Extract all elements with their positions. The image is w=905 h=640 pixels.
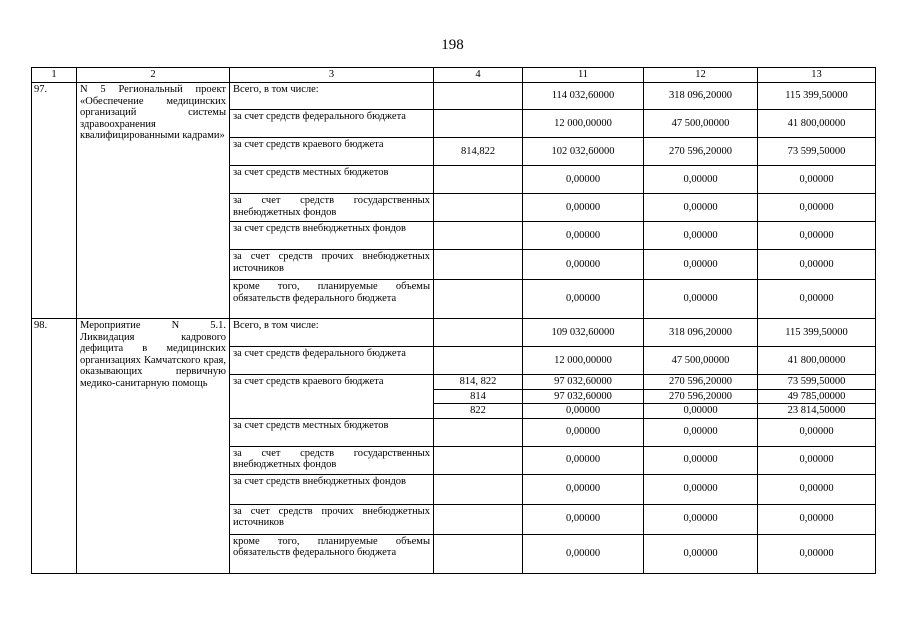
budget-code <box>434 446 523 474</box>
value-col-11: 114 032,60000 <box>523 83 644 110</box>
value-col-13: 0,00000 <box>758 250 876 280</box>
value-col-12: 0,00000 <box>644 504 758 534</box>
value-col-12: 0,00000 <box>644 222 758 250</box>
value-col-11: 0,00000 <box>523 166 644 194</box>
header-cell: 12 <box>644 68 758 83</box>
value-col-11: 0,00000 <box>523 504 644 534</box>
value-col-11: 0,00000 <box>523 418 644 446</box>
funding-source: за счет средств прочих внебюджетных источников <box>230 504 434 534</box>
value-col-13: 73 599,50000 <box>758 375 876 390</box>
page-number: 198 <box>441 37 464 53</box>
row-number: 98. <box>32 319 77 574</box>
funding-source: за счет средств внебюджетных фондов <box>230 222 434 250</box>
value-col-11: 0,00000 <box>523 446 644 474</box>
value-col-11: 0,00000 <box>523 404 644 419</box>
value-col-13: 23 814,50000 <box>758 404 876 419</box>
value-col-13: 0,00000 <box>758 534 876 573</box>
value-col-12: 0,00000 <box>644 194 758 222</box>
value-col-12: 0,00000 <box>644 280 758 319</box>
budget-code <box>434 319 523 347</box>
funding-source: за счет средств федерального бюджета <box>230 110 434 138</box>
value-col-11: 102 032,60000 <box>523 138 644 166</box>
budget-code: 814, 822 <box>434 375 523 390</box>
value-col-12: 0,00000 <box>644 250 758 280</box>
funding-source: кроме того, планируемые объемы обязательств федерального бюджета <box>230 534 434 573</box>
budget-code <box>434 347 523 375</box>
value-col-12: 270 596,20000 <box>644 389 758 404</box>
value-col-11: 0,00000 <box>523 534 644 573</box>
budget-code <box>434 504 523 534</box>
value-col-13: 0,00000 <box>758 222 876 250</box>
header-cell: 11 <box>523 68 644 83</box>
budget-code: 822 <box>434 404 523 419</box>
funding-source: за счет средств прочих внебюджетных источников <box>230 250 434 280</box>
funding-source: за счет средств местных бюджетов <box>230 418 434 446</box>
value-col-12: 318 096,20000 <box>644 83 758 110</box>
value-col-13: 0,00000 <box>758 194 876 222</box>
budget-code <box>434 83 523 110</box>
value-col-12: 0,00000 <box>644 404 758 419</box>
value-col-13: 0,00000 <box>758 166 876 194</box>
budget-code <box>434 110 523 138</box>
value-col-13: 41 800,00000 <box>758 110 876 138</box>
value-col-13: 115 399,50000 <box>758 83 876 110</box>
project-name: Мероприятие N 5.1. Ликвидация кадрового дефицита в медицинских организациях Камчатского края, оказывающих первичную медико-санитарную помощь <box>77 319 230 574</box>
value-col-12: 270 596,20000 <box>644 138 758 166</box>
value-col-11: 12 000,00000 <box>523 347 644 375</box>
value-col-12: 270 596,20000 <box>644 375 758 390</box>
value-col-11: 12 000,00000 <box>523 110 644 138</box>
value-col-12: 0,00000 <box>644 474 758 504</box>
budget-code: 814,822 <box>434 138 523 166</box>
funding-source: за счет средств местных бюджетов <box>230 166 434 194</box>
funding-source: за счет средств внебюджетных фондов <box>230 474 434 504</box>
funding-source: за счет средств краевого бюджета <box>230 375 434 419</box>
value-col-13: 73 599,50000 <box>758 138 876 166</box>
budget-code <box>434 250 523 280</box>
value-col-12: 318 096,20000 <box>644 319 758 347</box>
value-col-13: 0,00000 <box>758 474 876 504</box>
value-col-13: 0,00000 <box>758 446 876 474</box>
value-col-12: 0,00000 <box>644 418 758 446</box>
value-col-11: 0,00000 <box>523 280 644 319</box>
header-cell: 3 <box>230 68 434 83</box>
funding-source: за счет средств федерального бюджета <box>230 347 434 375</box>
value-col-13: 41 800,00000 <box>758 347 876 375</box>
value-col-12: 47 500,00000 <box>644 110 758 138</box>
value-col-12: 0,00000 <box>644 446 758 474</box>
value-col-11: 97 032,60000 <box>523 375 644 390</box>
budget-code <box>434 222 523 250</box>
row-number: 97. <box>32 83 77 319</box>
value-col-11: 0,00000 <box>523 474 644 504</box>
budget-code <box>434 474 523 504</box>
value-col-12: 47 500,00000 <box>644 347 758 375</box>
value-col-13: 0,00000 <box>758 280 876 319</box>
budget-table <box>31 67 876 574</box>
value-col-13: 115 399,50000 <box>758 319 876 347</box>
funding-source: Всего, в том числе: <box>230 83 434 110</box>
budget-code <box>434 418 523 446</box>
value-col-13: 0,00000 <box>758 504 876 534</box>
value-col-11: 97 032,60000 <box>523 389 644 404</box>
value-col-13: 49 785,00000 <box>758 389 876 404</box>
header-row <box>32 68 876 83</box>
header-cell: 2 <box>77 68 230 83</box>
funding-source: за счет средств краевого бюджета <box>230 138 434 166</box>
project-name: N 5 Региональный проект «Обеспечение медицинских организаций системы здравоохранения квалифицированными кадрами» <box>77 83 230 319</box>
value-col-12: 0,00000 <box>644 534 758 573</box>
header-cell: 1 <box>32 68 77 83</box>
budget-code <box>434 166 523 194</box>
value-col-11: 0,00000 <box>523 250 644 280</box>
budget-code <box>434 534 523 573</box>
table-row <box>32 319 876 347</box>
budget-code: 814 <box>434 389 523 404</box>
value-col-11: 0,00000 <box>523 222 644 250</box>
value-col-12: 0,00000 <box>644 166 758 194</box>
value-col-11: 109 032,60000 <box>523 319 644 347</box>
value-col-11: 0,00000 <box>523 194 644 222</box>
table-row <box>32 83 876 110</box>
budget-code <box>434 194 523 222</box>
header-cell: 13 <box>758 68 876 83</box>
funding-source: за счет средств государственных внебюджетных фондов <box>230 194 434 222</box>
budget-code <box>434 280 523 319</box>
value-col-13: 0,00000 <box>758 418 876 446</box>
header-cell: 4 <box>434 68 523 83</box>
funding-source: Всего, в том числе: <box>230 319 434 347</box>
funding-source: за счет средств государственных внебюджетных фондов <box>230 446 434 474</box>
funding-source: кроме того, планируемые объемы обязательств федерального бюджета <box>230 280 434 319</box>
